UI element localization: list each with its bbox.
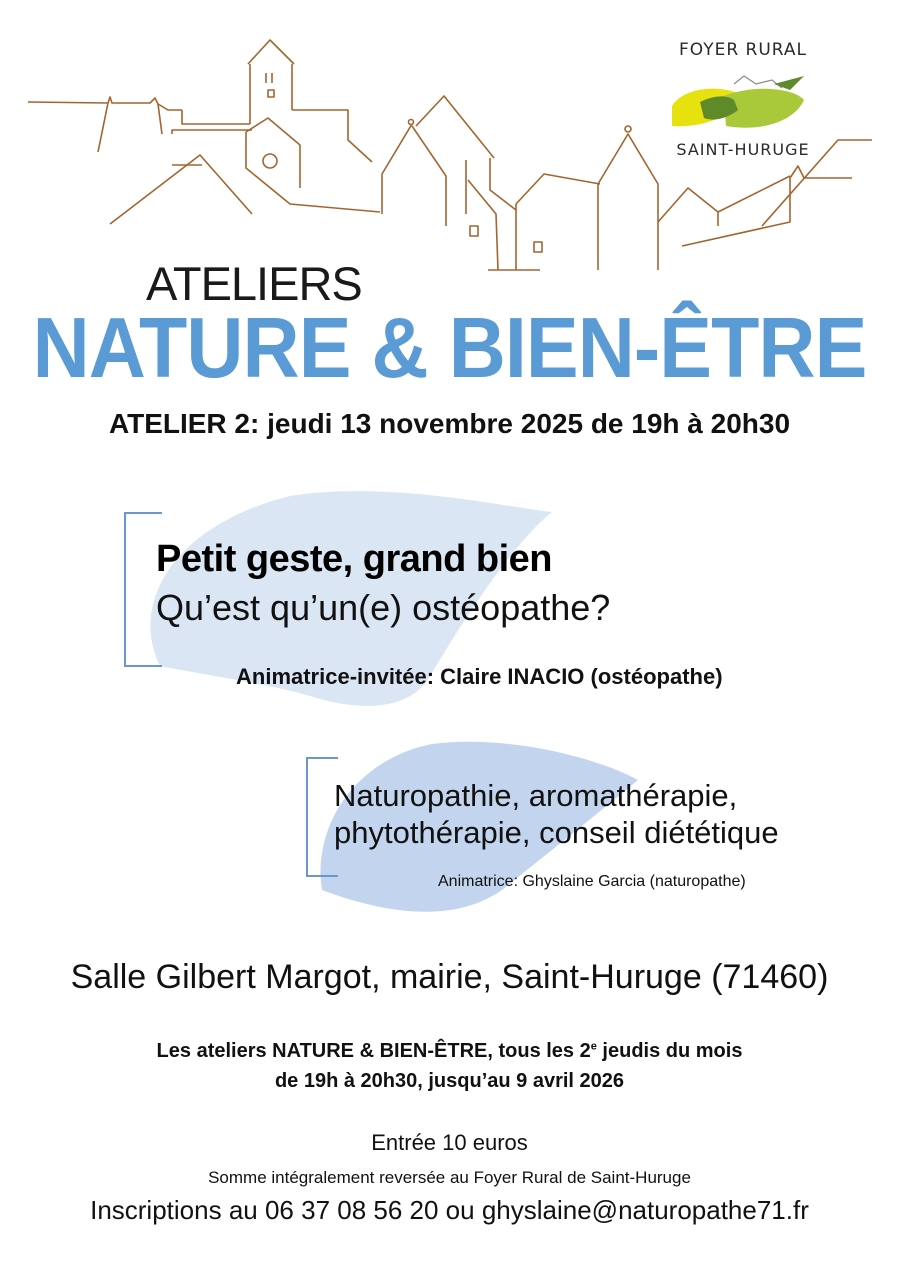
entry-fee: Entrée 10 euros: [371, 1130, 528, 1155]
topic1-animator: Animatrice-invitée: Claire INACIO (ostéopathe): [236, 664, 723, 689]
series-line-2: de 19h à 20h30, jusqu’au 9 avril 2026: [274, 1070, 625, 1092]
topic1-title: Petit geste, grand bien: [156, 538, 553, 580]
logo-bottom-text: SAINT-HURUGE: [676, 140, 810, 159]
logo-top-text: FOYER RURAL: [678, 40, 808, 60]
topic2-line2: phytothérapie, conseil diététique: [334, 815, 779, 850]
ateliers-heading: ATELIERS: [146, 257, 362, 310]
main-title: NATURE & BIEN-ÊTRE: [32, 301, 867, 396]
topic2-line1: Naturopathie, aromathérapie,: [334, 778, 738, 813]
fee-note: Somme intégralement reversée au Foyer Rural de Saint-Huruge: [208, 1168, 691, 1187]
topic1-subtitle: Qu’est qu’un(e) ostéopathe?: [156, 587, 611, 628]
topic2-animator: Animatrice: Ghyslaine Garcia (naturopathe): [438, 873, 746, 890]
foyer-rural-logo-icon: [664, 66, 810, 142]
series-line-1: Les ateliers NATURE & BIEN-ÊTRE, tous les 2e jeudis du mois: [156, 1040, 743, 1062]
registration-line: Inscriptions au 06 37 08 56 20 ou ghyslaine@naturopathe71.fr: [90, 1195, 809, 1225]
atelier-date-line: ATELIER 2: jeudi 13 novembre 2025 de 19h à 20h30: [108, 408, 791, 439]
venue-line: Salle Gilbert Margot, mairie, Saint-Huruge (71460): [70, 958, 829, 996]
